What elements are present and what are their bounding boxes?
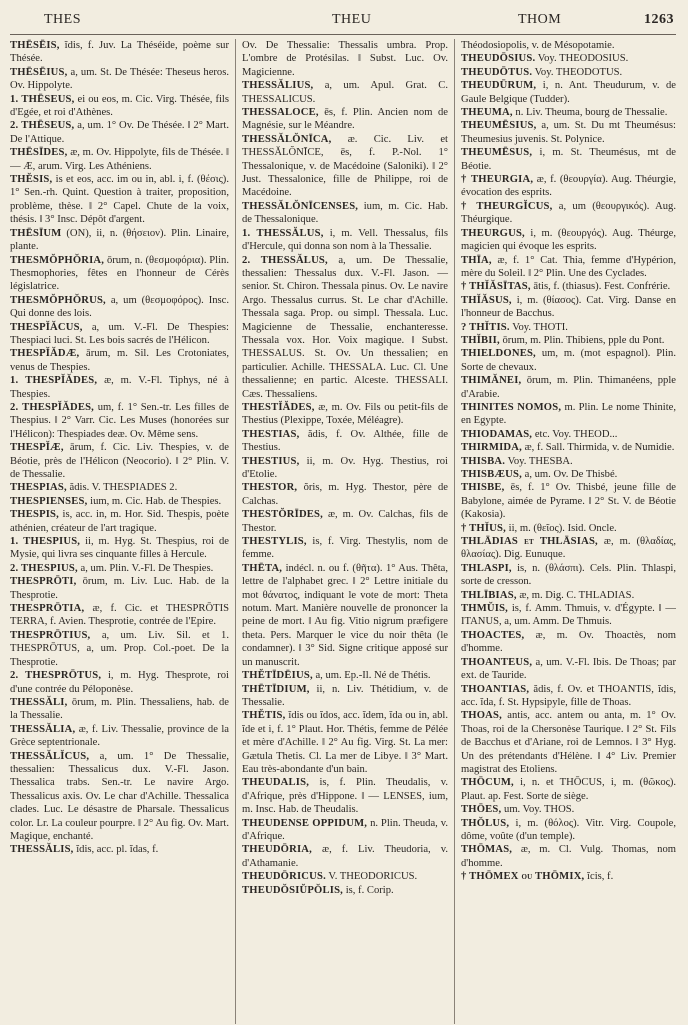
dictionary-entry [242, 133, 448, 200]
entry-definition: a, um. Ov. De Thisbé. [524, 469, 618, 480]
entry-definition: a, um. St. De Thésée: Theseus heros. Ov. Hippolyte. [10, 66, 229, 92]
entry-headword: THESSĂLŎNĪCA, [242, 133, 332, 145]
dictionary-entry [10, 535, 229, 562]
entry-definition: is, f. Virg. Thestylis, nom de femme. [242, 536, 448, 561]
dictionary-entry [461, 481, 676, 521]
entry-headword: 1. THĒSEUS, [10, 93, 75, 105]
entry-definition: i, n. et THŌCUS, i, m. (θῶκος). Plaut. ap. Fest. Sorte de siège. [461, 777, 676, 802]
entry-headword: THĬBII, [461, 334, 500, 346]
entry-headword: THESTOR, [242, 482, 298, 494]
dictionary-entry [461, 401, 676, 428]
dictionary-entry [461, 441, 676, 454]
entry-headword: THIRMIDA, [461, 442, 522, 454]
dictionary-entry [461, 455, 676, 468]
entry-headword: THŎLUS, [461, 817, 510, 829]
entry-definition: is, f. Amm. Thmuis, v. d'Égypte. ‖ — ITANUS, a, um. Amm. De Thmuis. [461, 603, 676, 628]
entry-headword: 2. THESPIUS, [10, 562, 78, 574]
entry-headword: THĪA, [461, 254, 492, 266]
entry-headword: † THEURGIA, [461, 174, 534, 186]
entry-definition: ōrum, m. Plin. Thimanéens, pple d'Arabie. [461, 375, 676, 400]
entry-headword: 2. THESPĬĂDES, [10, 401, 95, 413]
dictionary-entry [10, 254, 229, 294]
entry-definition: ātis, f. (thiasus). Fest. Confrérie. [533, 281, 671, 293]
dictionary-entry [461, 776, 676, 803]
entry-definition: ium, m. Cic. Hab. de Thessalonique. [242, 200, 448, 226]
entry-definition: ium, m. Cic. Hab. de Thespies. [90, 495, 222, 507]
dictionary-entry [461, 294, 676, 321]
entry-headword: THESSĂLŎNĪCENSES, [242, 200, 359, 212]
entry-headword: THIMĂNEI, [461, 375, 522, 387]
entry-headword: 2. THĒSEUS, [10, 120, 75, 132]
dictionary-entry [10, 173, 229, 227]
entry-definition: is, acc. in, m. Hor. Sid. Thespis, poète athénien, créateur de l'art tragique. [10, 509, 229, 534]
dictionary-entry [242, 535, 448, 562]
entry-definition: a, um. V.-Fl. Ibis. De Thoas; par ext. de Tauride. [461, 656, 676, 682]
entry-headword: † THEURGĬCUS, [461, 200, 553, 212]
entry-definition: ēs, f. Plin. Ancien nom de Magnésie, sur le Méandre. [242, 107, 448, 132]
entry-headword: THINITES NOMOS, [461, 401, 562, 413]
entry-definition: Voy. THEODOSIUS. [537, 53, 629, 65]
entry-headword: THOACTES, [461, 629, 525, 641]
dictionary-entry [461, 334, 676, 347]
entry-headword: † THŌMEX ou THŌMIX, [461, 871, 585, 883]
dictionary-entry [242, 884, 448, 897]
dictionary-entry [10, 401, 229, 441]
dictionary-entry [242, 455, 448, 482]
entry-headword: THESTIUS, [242, 455, 300, 467]
entry-headword: THŌES, [461, 804, 502, 816]
dictionary-entry [461, 602, 676, 629]
entry-headword: THOANTIAS, [461, 683, 530, 695]
entry-headword: THESMŎPHŎRUS, [10, 294, 106, 306]
dictionary-entry [242, 562, 448, 669]
entry-definition: æ, f. Liv. Theudoria, v. d'Athamanie. [242, 844, 449, 869]
page-number: 1263 [644, 12, 674, 27]
entry-definition: æ, m. Ov. Hippolyte, fils de Thésée. ‖ — Æ, arum. Virg. Les Athéniens. [10, 147, 229, 172]
dictionary-entry [10, 481, 229, 494]
entry-definition: ĭdis, acc. pl. ĭdas, f. [76, 844, 159, 856]
entry-headword: THESSĂLIS, [10, 844, 74, 856]
entry-definition: æ. Cic. Liv. et THESSĂLŎNĪCE, ēs, f. P.-Nol. 1° Thessalonique, v. de Macédoine (Saloniki). ‖ 2° Just. Thessalonice, fille de Philippe, roi de Macédoine. [242, 133, 448, 199]
entry-definition: ēs, f. 1° Ov. Thisbé, jeune fille de Babylone, aimée de Pyrame. ‖ 2° St. V. de Béotie (Kakosia). [461, 482, 676, 521]
entry-headword: THESPĬÆ, [10, 442, 64, 454]
entry-headword: THESPĬĂCUS, [10, 321, 83, 333]
entry-headword: THEUMĒSUS, [461, 147, 533, 159]
entry-headword: THĔSIS, [10, 174, 53, 186]
entry-definition: ei ou eos, m. Cic. Virg. Thésée, fils d'Egée, et roi d'Athènes. [10, 93, 229, 119]
entry-definition: Voy. THEODOTUS. [534, 66, 623, 78]
entry-definition: is, f. Plin. Theudalis, v. d'Afrique, près d'Hippone. ‖ — LENSES, ium, m. Insc. Hab. de Theudalis. [242, 777, 448, 816]
entry-definition: antis, acc. antem ou anta, m. 1° Ov. Thoas, roi de la Chersonèse Taurique. ‖ 2° St. Fils de Bacchus et d'Ariane, roi de Lemnos. ‖ 3° Hyg. Un des prétendants d'Hélène. ‖ 4° Liv. Premier magistrat des Etoliens. [461, 710, 676, 775]
dictionary-entry [461, 173, 676, 200]
dictionary-entry [10, 39, 229, 66]
entry-definition: a, um. 1° Ov. De Thésée. ‖ 2° Mart. De l'Attique. [10, 120, 229, 145]
entry-headword: † THĬĂSĪTAS, [461, 281, 531, 293]
column-2 [235, 39, 455, 1024]
entry-definition: a, um. De Thessalie, thessalien: Thessalus dux. V.-Fl. Jason. — senior. St. Chiron. Thessala pinus. Ov. Le navire Argo. Thessalus currus. St. Le char d'Achille. Thessala saga. Prop. ou simpl. Thessala. Luc. Magicienne de Thessalie, enchanteresse. Thessala vox. Hor. Voix magique. ‖ Subst. THESSALUS. St. Ov. Un thessalien; en particulier. Achille. THESSALA. Luc. Cl. Une thessalienne; en partic. Alceste. THESSALI. Cæs. Thessaliens. [242, 254, 448, 400]
dictionary-entry [461, 280, 676, 293]
entry-headword: THESSALOCE, [242, 107, 319, 119]
dictionary-entry [461, 374, 676, 401]
entry-definition: i, m. (θίασος). Cat. Virg. Danse en l'honneur de Bacchus. [461, 294, 676, 320]
dictionary-entry [461, 39, 676, 52]
entry-definition: ii, n. Liv. Thétidium, v. de Thessalie. [242, 683, 448, 708]
entry-definition: æ, m. Dig. C. THLADIAS. [519, 589, 635, 601]
entry-headword: THĒTA, [242, 562, 283, 574]
entry-headword: THESPRŌTIA, [10, 603, 85, 615]
entry-headword: THISBÆUS, [461, 469, 522, 480]
entry-definition: a, um. Plin. V.-Fl. De Thespies. [80, 562, 214, 574]
entry-headword: THESTĬĂDES, [242, 401, 315, 413]
entry-headword: THĒSĒIUS, [10, 66, 68, 78]
dictionary-entry [461, 535, 676, 562]
entry-definition: ădis, f. Ov. Althée, fille de Thestius. [242, 428, 448, 454]
header-right-guide-word: THOM [518, 12, 562, 27]
entry-definition: ĭdis, f. Juv. La Théséide, poème sur Thésée. [10, 40, 229, 65]
dictionary-entry [10, 119, 229, 146]
entry-definition: ŏris, m. Hyg. Thestor, père de Calchas. [242, 482, 448, 507]
dictionary-entry [461, 321, 676, 334]
dictionary-entry [242, 106, 448, 133]
entry-definition: a, um. Apul. Grat. C. THESSALICUS. [242, 80, 448, 105]
entry-definition: æ, m. (θλαδίας, θλασίας). Dig. Eunuque. [461, 536, 676, 561]
dictionary-entry [10, 750, 229, 844]
entry-definition: æ, m. Ov. Calchas, fils de Thestor. [242, 509, 448, 534]
entry-headword: THĒTĪDIUM, [242, 683, 310, 695]
entry-headword: THISBE, [461, 482, 505, 494]
entry-definition: æ, f. Liv. Thessalie, province de la Grèce septentrionale. [10, 723, 230, 749]
entry-definition: æ, f. 1° Cat. Thia, femme d'Hypérion, mère du Soleil. ‖ 2° Plin. Une des Cyclades. [461, 254, 676, 279]
entry-definition: i, n. Ant. Theudurum, v. de Gaule Belgique (Tudder). [461, 80, 676, 105]
entry-headword: THEUMA, [461, 107, 513, 119]
entry-definition: Théodosiopolis, v. de Mésopotamie. [461, 40, 615, 51]
entry-headword: THEUMĒSIUS, [461, 120, 537, 132]
column-3 [455, 39, 676, 1024]
entry-headword: THESTŎRĪDES, [242, 509, 323, 521]
entry-headword: THEUDŪRUM, [461, 80, 537, 92]
dictionary-entry [10, 227, 229, 254]
dictionary-entry [461, 803, 676, 816]
dictionary-entry [242, 200, 448, 227]
dictionary-entry [10, 602, 229, 629]
entry-definition: æ, f. (θεουργία). Aug. Théurgie, évocation des esprits. [461, 174, 676, 199]
dictionary-entry [10, 374, 229, 401]
entry-headword: THEUDŌSIUS. [461, 53, 536, 65]
entry-headword: THĬĂSUS, [461, 294, 512, 306]
entry-definition: etc. Voy. THEOD... [534, 428, 618, 440]
entry-definition: um. Voy. THOS. [504, 804, 575, 816]
entry-definition: a, um (θεουργικός). Aug. Théurgique. [461, 200, 676, 226]
dictionary-entry [242, 683, 448, 710]
dictionary-entry [10, 441, 229, 481]
entry-definition: ĭcis, f. [587, 871, 614, 883]
entry-definition: i, m. (θόλος). Vitr. Virg. Coupole, dôme, voûte (d'un temple). [461, 817, 676, 842]
entry-headword: THEUDENSE OPPIDUM, [242, 817, 368, 829]
entry-headword: THISBA. [461, 455, 506, 467]
dictionary-entry [461, 200, 676, 227]
dictionary-entry [461, 428, 676, 441]
entry-definition: æ, m. V.-Fl. Tiphys, né à Thespies. [10, 375, 230, 400]
dictionary-entry [461, 146, 676, 173]
entry-headword: THESPĬĂDÆ, [10, 348, 80, 360]
entry-headword: THESTYLIS, [242, 536, 307, 548]
dictionary-entry [242, 669, 448, 682]
dictionary-entry [10, 146, 229, 173]
entry-headword: THEURGUS, [461, 227, 525, 239]
dictionary-entry [461, 629, 676, 656]
entry-definition: æ, m. Ov. Thoactès, nom d'homme. [461, 629, 676, 655]
entry-definition: is, f. Corip. [345, 884, 394, 896]
entry-headword: THEUDŌTUS. [461, 66, 533, 78]
entry-definition: Voy. THESBA. [507, 455, 573, 467]
entry-headword: THESPIAS, [10, 482, 67, 494]
dictionary-entry [242, 481, 448, 508]
entry-headword: THLĪBIAS, [461, 589, 517, 601]
entry-definition: ii, m. Ov. Hyg. Thestius, roi d'Etolie. [242, 455, 448, 480]
entry-definition: a, um. V.-Fl. De Thespies: Thespiaci luci. St. Les bois sacrés de l'Hélicon. [10, 321, 229, 346]
entry-definition: ii, m. (θεῖος). Isid. Oncle. [508, 522, 617, 534]
dictionary-entry [242, 843, 448, 870]
dictionary-entry [10, 495, 229, 508]
entry-definition: ārum, m. Sil. Les Crotoniates, venus de Thespies. [10, 348, 229, 373]
dictionary-entry [10, 575, 229, 602]
entry-definition: æ, f. Cic. et THESPRŌTIS TERRA, f. Avien. Thesprotie, contrée de l'Epire. [10, 603, 229, 628]
dictionary-entry [461, 843, 676, 870]
entry-definition: i, m. Vell. Thessalus, fils d'Hercule, qui donna son nom à la Thessalie. [242, 227, 448, 253]
entry-headword: THIELDONES, [461, 348, 536, 360]
entry-definition: ōrum, n. (θεσμοφόρια). Plin. Thesmophories, fêtes en l'honneur de Cérès législatrice. [10, 254, 229, 293]
entry-headword: THESTIAS, [242, 428, 300, 440]
entry-headword: THŌCUM, [461, 777, 514, 789]
entry-definition: ōrum, m. Plin. Thessaliens, hab. de la Thessalie. [10, 696, 229, 722]
entry-definition: is, n. (θλάσπι). Cels. Plin. Thlaspi, sorte de cresson. [461, 562, 676, 588]
entry-headword: THESMŎPHŎRIA, [10, 254, 105, 266]
dictionary-entry [242, 428, 448, 455]
entry-definition: æ, m. Ov. Fils ou petit-fils de Thestius (Plexippe, Toxée, Méléagre). [242, 401, 448, 427]
entry-headword: ? THĬTIS. [461, 321, 510, 333]
entry-definition: ĭdis ou ĭdos, acc. ĭdem, ĭda ou in, abl. ĭde et i, f. 1° Plaut. Hor. Thétis, femme de Pélée et mère d'Achille. ‖ 2° Au fig. Virg. St. La mer: Gætula Thetis. Cl. La mer de Libye. ‖ 3° Mart. Eau très-abondante d'un bain. [242, 710, 448, 775]
header-center-guide-word: THEU [332, 12, 372, 27]
entry-definition: (ON), ii, n. (θήσειον). Plin. Linaire, plante. [10, 227, 229, 253]
entry-headword: THIODAMAS, [461, 428, 533, 440]
entry-definition: a, um. Liv. Sil. et 1. THESPRŌTUS, a, um. Prop. Col.-poet. De la Thesprotie. [10, 629, 230, 668]
dictionary-entry [461, 79, 676, 106]
entry-headword: THESPIS, [10, 509, 59, 521]
entry-definition: ōrum, m. Plin. Thibiens, pple du Pont. [502, 334, 665, 346]
entry-definition: ii, m. Hyg. St. Thespius, roi de Mysie, qui livra ses cinquante filles à Hercule. [10, 536, 229, 561]
dictionary-entry [242, 508, 448, 535]
entry-headword: THĒSĪDES, [10, 147, 68, 159]
entry-definition: i, m. Hyg. Thesprote, roi d'une contrée du Péloponèse. [10, 670, 229, 695]
entry-headword: 1. THESPIUS, [10, 536, 81, 548]
dictionary-entry [461, 347, 676, 374]
entry-headword: THLĀDIAS et THLĀSIAS, [461, 536, 598, 548]
dictionary-entry [242, 39, 448, 79]
entry-definition: Voy. THOTI. [512, 321, 568, 333]
entry-headword: THESSĂLIA, [10, 723, 76, 735]
column-1 [10, 39, 235, 1024]
entry-headword: THĔTĪDĒIUS, [242, 670, 313, 682]
dictionary-entry [10, 508, 229, 535]
dictionary-entry [242, 870, 448, 883]
entry-definition: ārum, f. Cic. Liv. Thespies, v. de Béotie, près de l'Hélicon (Neocorio). ‖ 2° Plin. V. de Thessalie. [10, 442, 229, 480]
dictionary-entry [10, 629, 229, 669]
entry-definition: m. Plin. Le nome Thinite, en Egypte. [461, 401, 676, 427]
dictionary-entry [461, 66, 676, 79]
page-header [10, 8, 676, 35]
dictionary-entry [461, 870, 676, 883]
entry-headword: THEUDŌRIA, [242, 844, 312, 856]
dictionary-entry [461, 562, 676, 589]
entry-definition: i, m. St. Theumésus, mt de Béotie. [461, 147, 676, 172]
dictionary-entry [10, 696, 229, 723]
entry-definition: ōrum, m. Liv. Luc. Hab. de la Thesprotie. [10, 576, 229, 601]
entry-definition: a, um. St. Du mt Theumésus: Theumesius juvenis. St. Polynice. [461, 120, 676, 145]
dictionary-entry [461, 589, 676, 602]
entry-definition: ădis. V. THESPIADES 2. [69, 482, 178, 494]
entry-definition: Ov. De Thessalie: Thessalis umbra. Prop. L'ombre de Protésilas. ‖ Subst. Luc. Ov. Magicienne. [242, 40, 448, 78]
entry-definition: um, m. (mot espagnol). Plin. Sorte de chevaux. [461, 348, 676, 373]
dictionary-entry [461, 817, 676, 844]
entry-headword: THOAS, [461, 710, 502, 722]
dictionary-entry [10, 294, 229, 321]
entry-definition: i, m. (θεουργός). Aug. Théurge, magicien qui évoque les esprits. [461, 227, 676, 253]
dictionary-entry [10, 321, 229, 348]
entry-headword: 1. THESPĬĂDES, [10, 375, 98, 387]
entry-headword: THŌMAS, [461, 844, 513, 856]
dictionary-entry [10, 843, 229, 856]
dictionary-entry [461, 468, 676, 481]
entry-headword: 2. THESPRŌTUS, [10, 670, 102, 682]
dictionary-entry [10, 723, 229, 750]
entry-definition: n. Plin. Theuda, v. d'Afrique. [242, 817, 448, 842]
entry-headword: THOANTEUS, [461, 656, 533, 668]
entry-definition: æ, m. Cl. Vulg. Thomas, nom d'homme. [461, 844, 676, 869]
entry-headword: THESPIENSES, [10, 495, 88, 507]
entry-headword: THESSĂLĬCUS, [10, 750, 90, 762]
entry-headword: THĒSĒIS, [10, 40, 60, 51]
dictionary-entry [10, 66, 229, 93]
entry-definition: is et eos, acc. im ou in, abl. i, f. (θέσις). 1° Sen.-rh. Quint. Question à traiter, proposition, problème, thèse. ‖ 2° Capel. Chute de la voix, thésis. ‖ 3° Insc. Dépôt d'argent. [10, 174, 229, 226]
dictionary-entry [461, 106, 676, 119]
entry-definition: æ, f. Sall. Thirmida, v. de Numidie. [524, 442, 675, 454]
entry-headword: 2. THESSĂLUS, [242, 254, 328, 266]
entry-headword: THESSĂLI, [10, 696, 68, 708]
header-left-guide-word: THES [44, 12, 81, 27]
dictionary-entry [10, 669, 229, 696]
entry-headword: THĒSĪUM [10, 227, 62, 239]
entry-headword: THEUDŎSIŬPŎLIS, [242, 884, 344, 896]
entry-headword: THESPRŌTI, [10, 576, 77, 588]
entry-headword: THĔTIS, [242, 710, 286, 722]
dictionary-entry [461, 254, 676, 281]
dictionary-entry [461, 709, 676, 776]
dictionary-entry [242, 227, 448, 254]
dictionary-entry [242, 79, 448, 106]
dictionary-entry [461, 683, 676, 710]
entry-definition: V. THEODORICUS. [328, 871, 418, 883]
dictionary-entry [242, 709, 448, 776]
entry-definition: ădis, f. Ov. et THOANTIS, ĭdis, acc. ĭda, f. St. Hypsipyle, fille de Thoas. [461, 683, 676, 708]
entry-definition: n. Liv. Theuma, bourg de Thessalie. [515, 107, 668, 119]
dictionary-entry [10, 562, 229, 575]
entry-headword: THLASPI, [461, 562, 512, 574]
entry-headword: THESPRŌTIUS, [10, 629, 91, 641]
dictionary-entry [242, 817, 448, 844]
dictionary-entry [461, 522, 676, 535]
dictionary-entry [242, 254, 448, 401]
dictionary-entry [461, 656, 676, 683]
dictionary-entry [461, 227, 676, 254]
dictionary-entry [461, 119, 676, 146]
entry-headword: THMŬIS, [461, 603, 509, 615]
entry-definition: um, f. 1° Sen.-tr. Les filles de Thespius. ‖ 2° Varr. Cic. Les Muses (honorées sur l'Hélicon): Thespiades deæ. Ov. Même sens. [10, 401, 229, 440]
dictionary-entry [461, 52, 676, 65]
dictionary-entry [10, 347, 229, 374]
entry-headword: THEUDALIS, [242, 777, 310, 789]
entry-definition: a, um. Ep.-Il. Né de Thétis. [315, 670, 431, 682]
dictionary-entry [242, 776, 448, 816]
entry-headword: THEUDŌRICUS. [242, 871, 326, 883]
entry-headword: THESSĂLIUS, [242, 80, 314, 92]
entry-headword: 1. THESSĂLUS, [242, 227, 324, 239]
entry-definition: a, um (θεσμοφόρος). Insc. Qui donne des lois. [10, 294, 229, 320]
columns [10, 39, 676, 1024]
dictionary-entry [242, 401, 448, 428]
entry-definition: indécl. n. ou f. (θῆτα). 1° Aus. Thêta, lettre de l'alphabet grec. ‖ 2° Lettre initiale du mot θάνατος, indiquant le vote de mort: Theta notum. Mart. Manière nouvelle de prononcer la peine de mort. ‖ Au fig. Vitio nigrum præfigere theta. Pers. Marquer le vice du noir thêta (le condamner). ‖ 3° Sid. Signe critique apposé sur un manuscrit. [242, 562, 448, 668]
entry-definition: a, um. 1° De Thessalie, thessalien: Thessalicus dux. V.-Fl. Jason. Thessalica trabs. Sen.-tr. Le navire Argo. Thessalicus axis. Ov. Le char d'Achille. Thessalica clades. Luc. Le désastre de Pharsale. Thessalicus color. Lr. La couleur pourpre. ‖ 2° Au fig. Ov. Mart. Magique, enchanté. [10, 750, 229, 842]
entry-headword: † THĬUS, [461, 522, 506, 534]
dictionary-entry [10, 93, 229, 120]
